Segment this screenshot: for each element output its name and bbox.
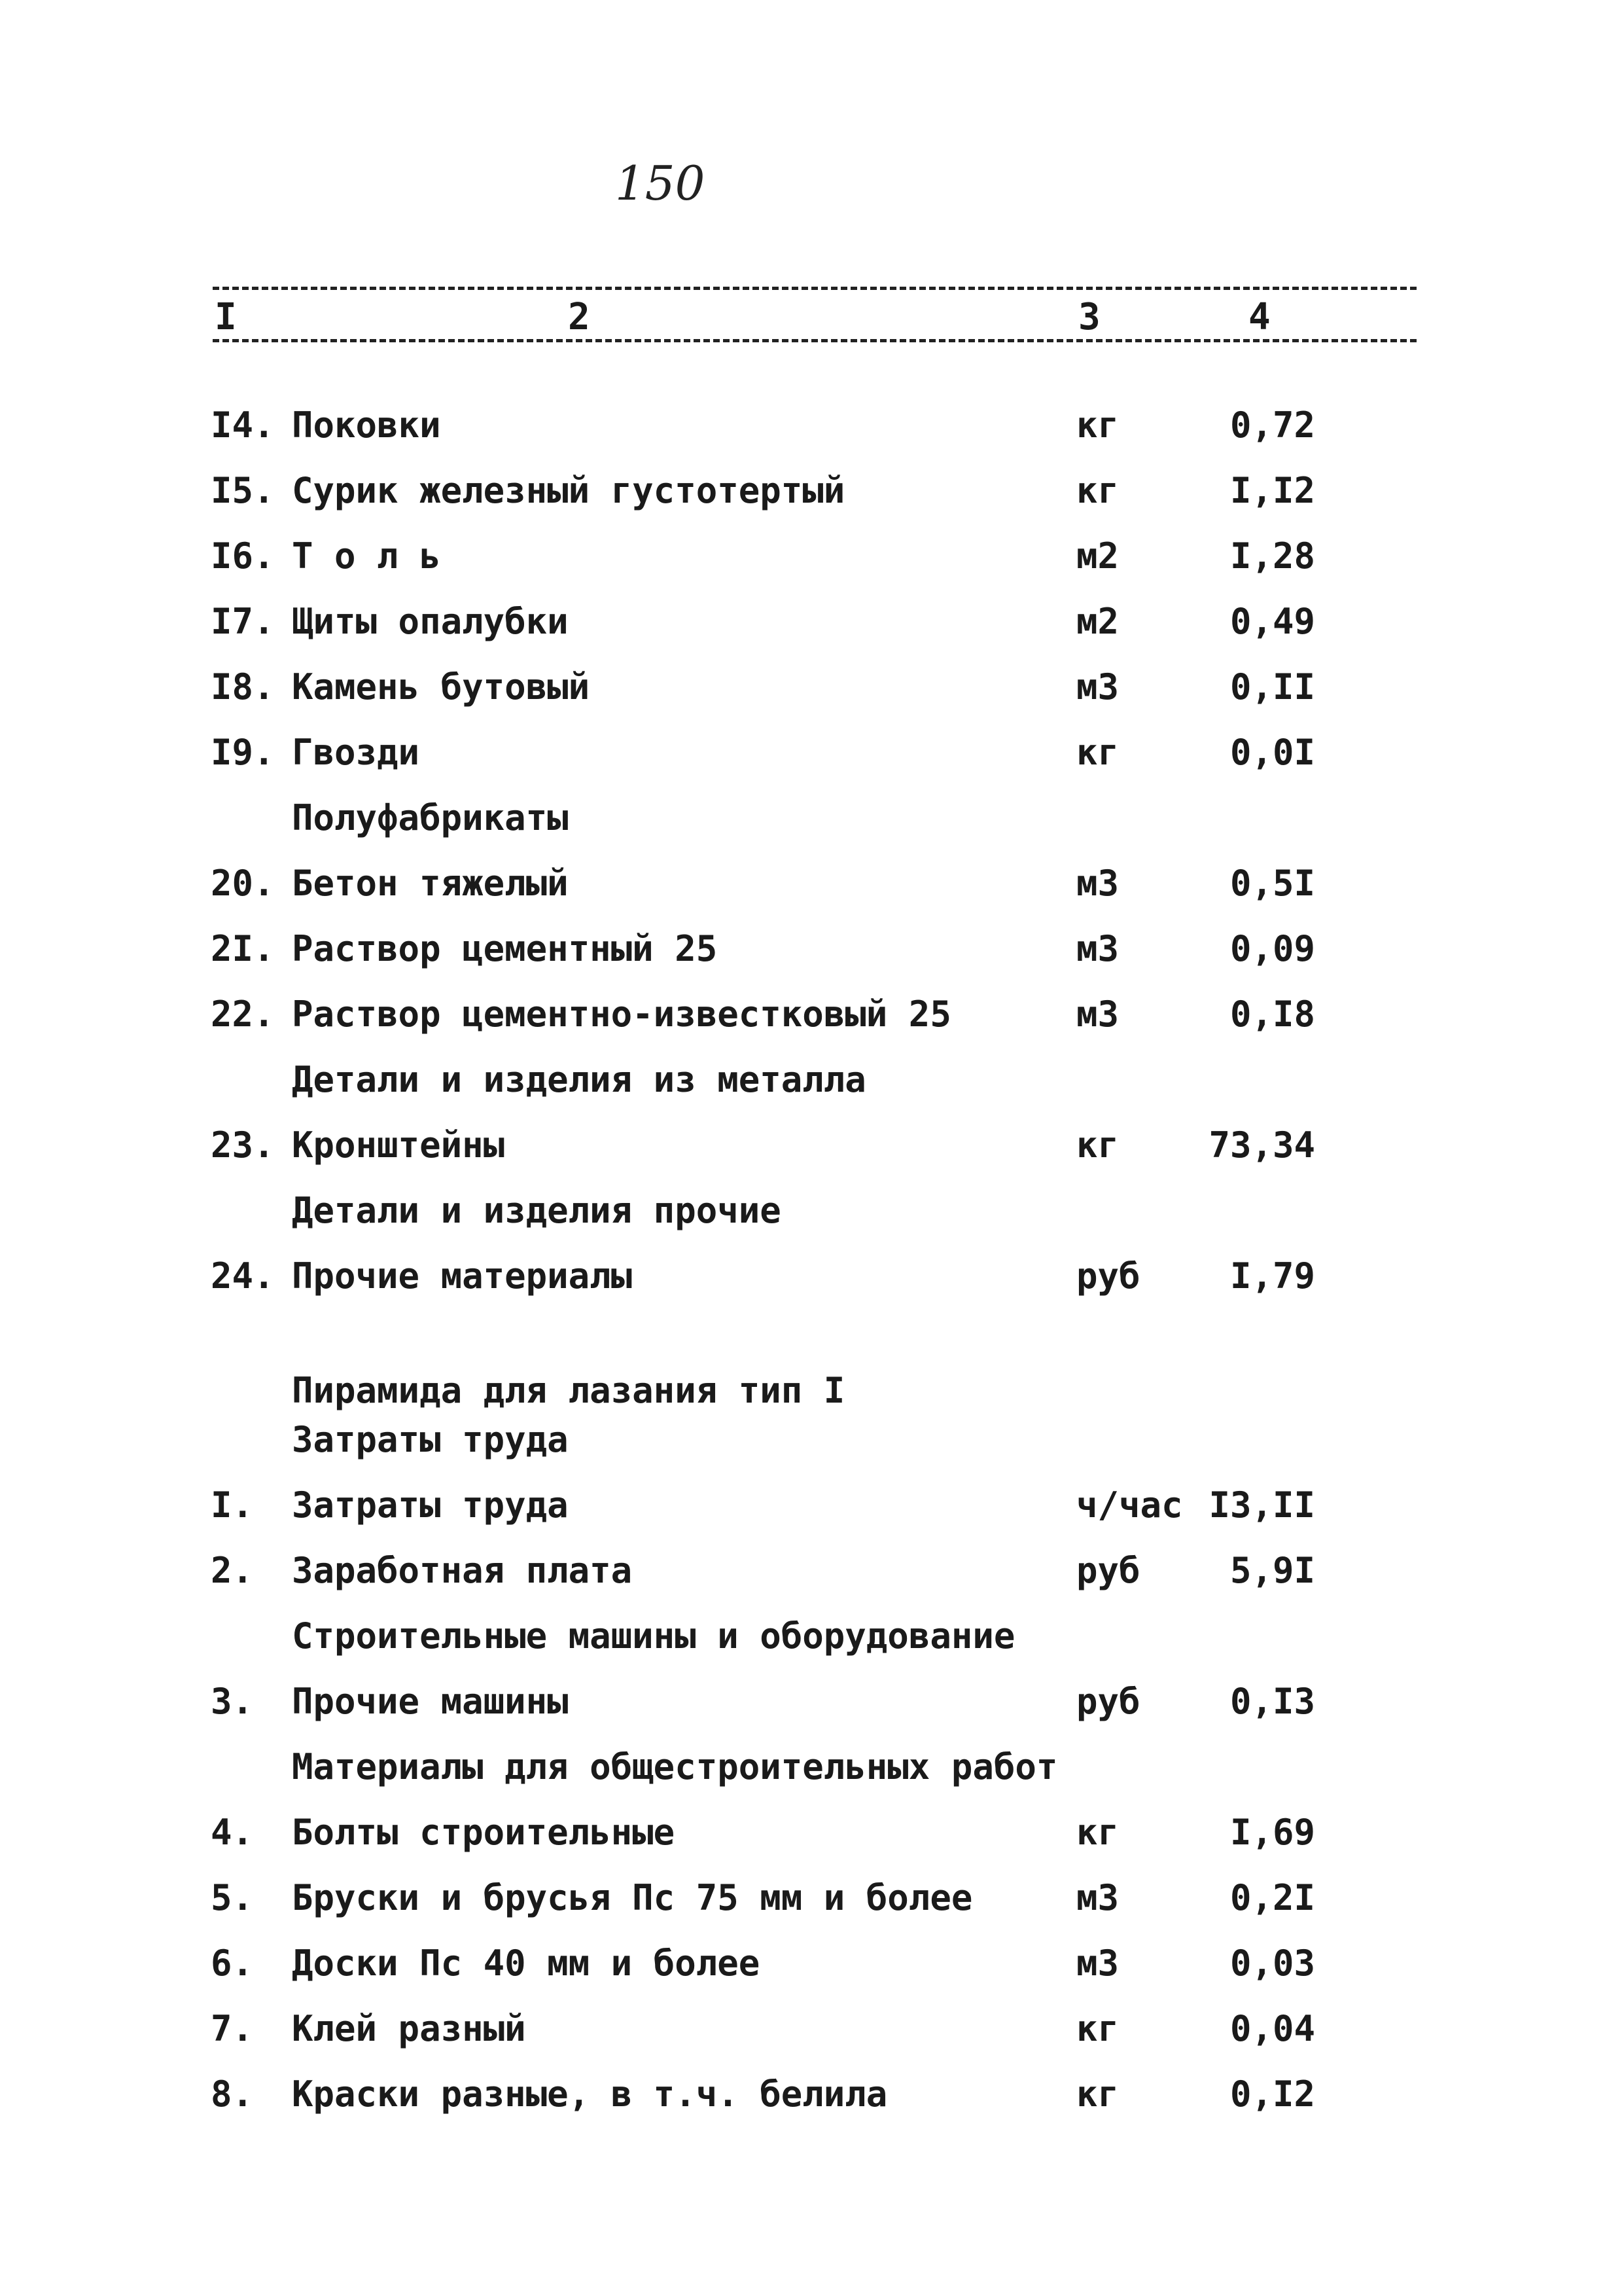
table-row (0, 1865, 1624, 1931)
row-name: Поковки (292, 404, 441, 446)
row-name: Доски Пс 40 мм и более (292, 1943, 760, 1984)
row-name: Строительные машины и оборудование (292, 1615, 1015, 1657)
table-row (0, 1996, 1624, 2062)
row-name: Материалы для общестроительных работ (292, 1746, 1058, 1787)
row-unit: кг (1076, 2073, 1120, 2115)
row-value: I,I2 (1229, 470, 1315, 511)
row-value: 0,2I (1229, 1877, 1315, 1918)
row-name: Пирамида для лазания тип I (292, 1370, 845, 1411)
page-number: 150 (615, 156, 705, 211)
header-top-rule (213, 287, 1417, 290)
row-unit: руб (1076, 1681, 1140, 1722)
row-value: 0,II (1229, 666, 1315, 708)
section-heading-row (0, 1178, 1624, 1244)
row-number: 6. (211, 1943, 254, 1984)
row-number: 22. (211, 994, 275, 1035)
row-number: I5. (211, 470, 275, 511)
row-unit: м3 (1076, 1943, 1120, 1984)
row-unit: кг (1076, 404, 1120, 446)
row-unit: кг (1076, 1124, 1120, 1166)
row-value: I,79 (1229, 1255, 1315, 1297)
section-heading-row (0, 1407, 1624, 1473)
row-number: I8. (211, 666, 275, 708)
row-value: I3,II (1209, 1484, 1315, 1526)
section-heading-row (0, 1734, 1624, 1800)
row-unit: кг (1076, 470, 1120, 511)
table-row (0, 393, 1624, 458)
row-number: 2. (211, 1550, 254, 1591)
row-unit: кг (1076, 2008, 1120, 2049)
row-unit: руб (1076, 1550, 1140, 1591)
row-name: Камень бутовый (292, 666, 590, 708)
table-body (0, 393, 1624, 2127)
row-unit: м3 (1076, 1877, 1120, 1918)
column-header-2: 2 (568, 296, 590, 338)
row-value: 0,09 (1229, 928, 1315, 969)
row-name: Клей разный (292, 2008, 526, 2049)
row-unit: кг (1076, 1812, 1120, 1853)
row-name: Кронштейны (292, 1124, 505, 1166)
row-number: 8. (211, 2073, 254, 2115)
row-number: I4. (211, 404, 275, 446)
row-value: 0,72 (1229, 404, 1315, 446)
table-row (0, 1931, 1624, 1996)
row-name: Затраты труда (292, 1419, 569, 1460)
table-row (0, 851, 1624, 916)
table-row (0, 655, 1624, 720)
column-header-1: I (215, 296, 237, 338)
row-value: 0,03 (1229, 1943, 1315, 1984)
row-value: 5,9I (1229, 1550, 1315, 1591)
row-number: I7. (211, 601, 275, 642)
row-name: Прочие машины (292, 1681, 569, 1722)
row-unit: м3 (1076, 928, 1120, 969)
row-value: 0,I3 (1229, 1681, 1315, 1722)
row-name: Заработная плата (292, 1550, 633, 1591)
table-row (0, 1669, 1624, 1734)
row-value: 0,0I (1229, 732, 1315, 773)
row-unit: руб (1076, 1255, 1140, 1297)
table-row (0, 1473, 1624, 1538)
header-bottom-rule (213, 339, 1417, 342)
row-name: Полуфабрикаты (292, 797, 569, 838)
table-row (0, 1113, 1624, 1178)
row-value: 0,04 (1229, 2008, 1315, 2049)
row-name: Прочие материалы (292, 1255, 633, 1297)
row-name: Затраты труда (292, 1484, 569, 1526)
row-name: Детали и изделия прочие (292, 1190, 781, 1231)
section-heading-row (0, 1309, 1624, 1411)
row-name: Сурик железный густотертый (292, 470, 845, 511)
row-value: 0,I8 (1229, 994, 1315, 1035)
row-number: I6. (211, 535, 275, 577)
row-name: Бетон тяжелый (292, 863, 569, 904)
table-row (0, 524, 1624, 589)
row-value: 73,34 (1209, 1124, 1315, 1166)
row-number: 2I. (211, 928, 275, 969)
row-value: 0,5I (1229, 863, 1315, 904)
row-name: Гвозди (292, 732, 420, 773)
table-row (0, 1244, 1624, 1309)
section-heading-row (0, 1047, 1624, 1113)
row-number: 20. (211, 863, 275, 904)
row-number: 4. (211, 1812, 254, 1853)
row-number: 7. (211, 2008, 254, 2049)
table-row (0, 1800, 1624, 1865)
row-unit: м2 (1076, 535, 1120, 577)
row-name: Т о л ь (292, 535, 441, 577)
column-header-3: 3 (1078, 296, 1101, 338)
table-row (0, 982, 1624, 1047)
column-header-4: 4 (1248, 296, 1271, 338)
row-name: Детали и изделия из металла (292, 1059, 866, 1100)
row-name: Щиты опалубки (292, 601, 569, 642)
row-number: 23. (211, 1124, 275, 1166)
row-name: Бруски и брусья Пс 75 мм и более (292, 1877, 973, 1918)
row-number: I. (211, 1484, 254, 1526)
table-row (0, 589, 1624, 655)
row-number: 24. (211, 1255, 275, 1297)
table-row (0, 2062, 1624, 2127)
table-row (0, 458, 1624, 524)
table-row (0, 1538, 1624, 1604)
row-unit: м2 (1076, 601, 1120, 642)
row-value: 0,49 (1229, 601, 1315, 642)
row-name: Раствор цементно-известковый 25 (292, 994, 951, 1035)
row-name: Раствор цементный 25 (292, 928, 718, 969)
row-value: I,69 (1229, 1812, 1315, 1853)
section-heading-row (0, 1604, 1624, 1669)
table-row (0, 720, 1624, 785)
row-name: Краски разные, в т.ч. белила (292, 2073, 888, 2115)
table-row (0, 916, 1624, 982)
row-value: I,28 (1229, 535, 1315, 577)
row-unit: м3 (1076, 666, 1120, 708)
row-number: 3. (211, 1681, 254, 1722)
row-unit: м3 (1076, 863, 1120, 904)
row-number: 5. (211, 1877, 254, 1918)
section-heading-row (0, 785, 1624, 851)
row-name: Болты строительные (292, 1812, 675, 1853)
row-unit: м3 (1076, 994, 1120, 1035)
row-unit: ч/час (1076, 1484, 1183, 1526)
row-unit: кг (1076, 732, 1120, 773)
row-value: 0,I2 (1229, 2073, 1315, 2115)
row-number: I9. (211, 732, 275, 773)
